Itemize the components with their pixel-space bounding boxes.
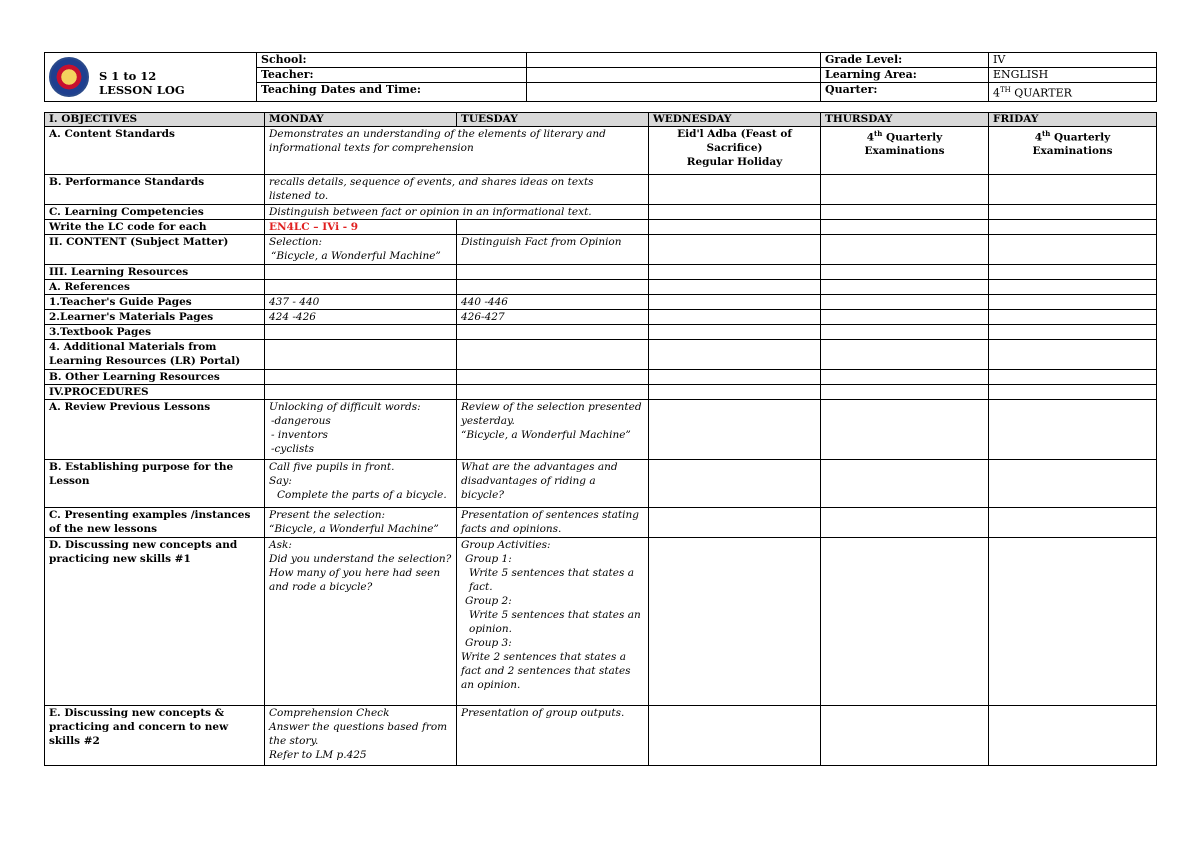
- discussing-concepts-2-label: E. Discussing new concepts & practicing and concern to new skills #2: [45, 705, 265, 765]
- content-subject-label: II. CONTENT (Subject Matter): [45, 234, 265, 264]
- content-monday: Selection: “Bicycle, a Wonderful Machine”: [265, 234, 457, 264]
- table-row: [45, 384, 1157, 399]
- table-row: [45, 126, 1157, 174]
- learners-materials-tuesday: 426-427: [457, 309, 649, 324]
- discussing-1-tuesday: Group Activities: Group 1: Write 5 sentences that states a fact. Group 2: Write 5 sentences that states an opinion. Group 3: Write 2 sentences that states a fact and 2 sentences that states an opinion.: [457, 537, 649, 705]
- table-row: [45, 264, 1157, 279]
- table-row: [45, 309, 1157, 324]
- discussing-2-tuesday: Presentation of group outputs.: [457, 705, 649, 765]
- table-row: [45, 219, 1157, 234]
- presenting-examples-label: C. Presenting examples /instances of the new lessons: [45, 507, 265, 537]
- other-resources-label: B. Other Learning Resources: [45, 369, 265, 384]
- discussing-2-monday: Comprehension Check Answer the questions based from the story. Refer to LM p.425: [265, 705, 457, 765]
- learning-resources-label: III. Learning Resources: [45, 264, 265, 279]
- header-table: [44, 52, 1157, 102]
- thursday-header: THURSDAY: [821, 112, 989, 126]
- wednesday-header: WEDNESDAY: [649, 112, 821, 126]
- monday-header: MONDAY: [265, 112, 457, 126]
- presenting-monday: Present the selection: “Bicycle, a Wonderful Machine”: [265, 507, 457, 537]
- quarter-value: 4TH QUARTER: [989, 83, 1157, 102]
- grade-level-label: Grade Level:: [821, 53, 989, 68]
- purpose-tuesday: What are the advantages and disadvantages of riding a bicycle?: [457, 459, 649, 507]
- grade-level-value: IV: [989, 53, 1157, 68]
- table-row: [45, 369, 1157, 384]
- table-row: [45, 294, 1157, 309]
- discussing-concepts-1-label: D. Discussing new concepts and practicing new skills #1: [45, 537, 265, 705]
- quarter-label: Quarter:: [821, 83, 989, 102]
- column-header-row: [45, 112, 1157, 126]
- content-standards-label: A. Content Standards: [45, 126, 265, 174]
- purpose-monday: Call five pupils in front. Say: Complete the parts of a bicycle.: [265, 459, 457, 507]
- review-tuesday: Review of the selection presented yesterday. “Bicycle, a Wonderful Machine”: [457, 399, 649, 459]
- logo-text: S 1 to 12 LESSON LOG: [99, 69, 185, 97]
- table-row: [45, 324, 1157, 339]
- content-standards-text: Demonstrates an understanding of the elements of literary and informational texts for comprehension: [265, 126, 649, 174]
- teaching-dates-value: [527, 83, 821, 102]
- review-monday: Unlocking of difficult words: -dangerous - inventors -cyclists: [265, 399, 457, 459]
- lesson-log-page: [44, 52, 1156, 766]
- discussing-1-monday: Ask: Did you understand the selection? How many of you here had seen and rode a bicycle?: [265, 537, 457, 705]
- content-tuesday: Distinguish Fact from Opinion: [457, 234, 649, 264]
- table-row: [45, 339, 1157, 369]
- school-value: [527, 53, 821, 68]
- table-row: [45, 234, 1157, 264]
- tuesday-header: TUESDAY: [457, 112, 649, 126]
- teacher-label: Teacher:: [257, 68, 527, 83]
- references-label: A. References: [45, 279, 265, 294]
- lc-code-value: EN4LC – IVi - 9: [265, 219, 457, 234]
- logo-cell: [45, 53, 257, 102]
- friday-exam-note: 4th Quarterly Examinations: [989, 126, 1157, 174]
- objectives-header: I. OBJECTIVES: [45, 112, 265, 126]
- learning-competencies-label: C. Learning Competencies: [45, 204, 265, 219]
- school-label: School:: [257, 53, 527, 68]
- teaching-dates-label: Teaching Dates and Time:: [257, 83, 527, 102]
- teachers-guide-monday: 437 - 440: [265, 294, 457, 309]
- thursday-exam-note: 4th Quarterly Examinations: [821, 126, 989, 174]
- procedures-label: IV.PROCEDURES: [45, 384, 265, 399]
- teachers-guide-label: 1.Teacher's Guide Pages: [45, 294, 265, 309]
- teachers-guide-tuesday: 440 -446: [457, 294, 649, 309]
- table-row: [45, 399, 1157, 459]
- lc-code-label: Write the LC code for each: [45, 219, 265, 234]
- learners-materials-monday: 424 -426: [265, 309, 457, 324]
- wednesday-holiday-note: Eid'l Adba (Feast of Sacrifice) Regular Holiday: [649, 126, 821, 174]
- table-row: [45, 459, 1157, 507]
- establishing-purpose-label: B. Establishing purpose for the Lesson: [45, 459, 265, 507]
- table-row: [45, 507, 1157, 537]
- review-lessons-label: A. Review Previous Lessons: [45, 399, 265, 459]
- friday-header: FRIDAY: [989, 112, 1157, 126]
- performance-standards-label: B. Performance Standards: [45, 174, 265, 204]
- learning-competencies-text: Distinguish between fact or opinion in an informational text.: [265, 204, 649, 219]
- table-row: [45, 204, 1157, 219]
- table-row: [45, 537, 1157, 705]
- learning-area-label: Learning Area:: [821, 68, 989, 83]
- presenting-tuesday: Presentation of sentences stating facts and opinions.: [457, 507, 649, 537]
- deped-seal-icon: [49, 57, 89, 97]
- learning-area-value: ENGLISH: [989, 68, 1157, 83]
- performance-standards-text: recalls details, sequence of events, and shares ideas on texts listened to.: [265, 174, 649, 204]
- teacher-value: [527, 68, 821, 83]
- lesson-table: [44, 112, 1157, 766]
- table-row: [45, 279, 1157, 294]
- learners-materials-label: 2.Learner's Materials Pages: [45, 309, 265, 324]
- additional-materials-label: 4. Additional Materials from Learning Resources (LR) Portal): [45, 339, 265, 369]
- table-row: [45, 174, 1157, 204]
- table-row: [45, 705, 1157, 765]
- textbook-pages-label: 3.Textbook Pages: [45, 324, 265, 339]
